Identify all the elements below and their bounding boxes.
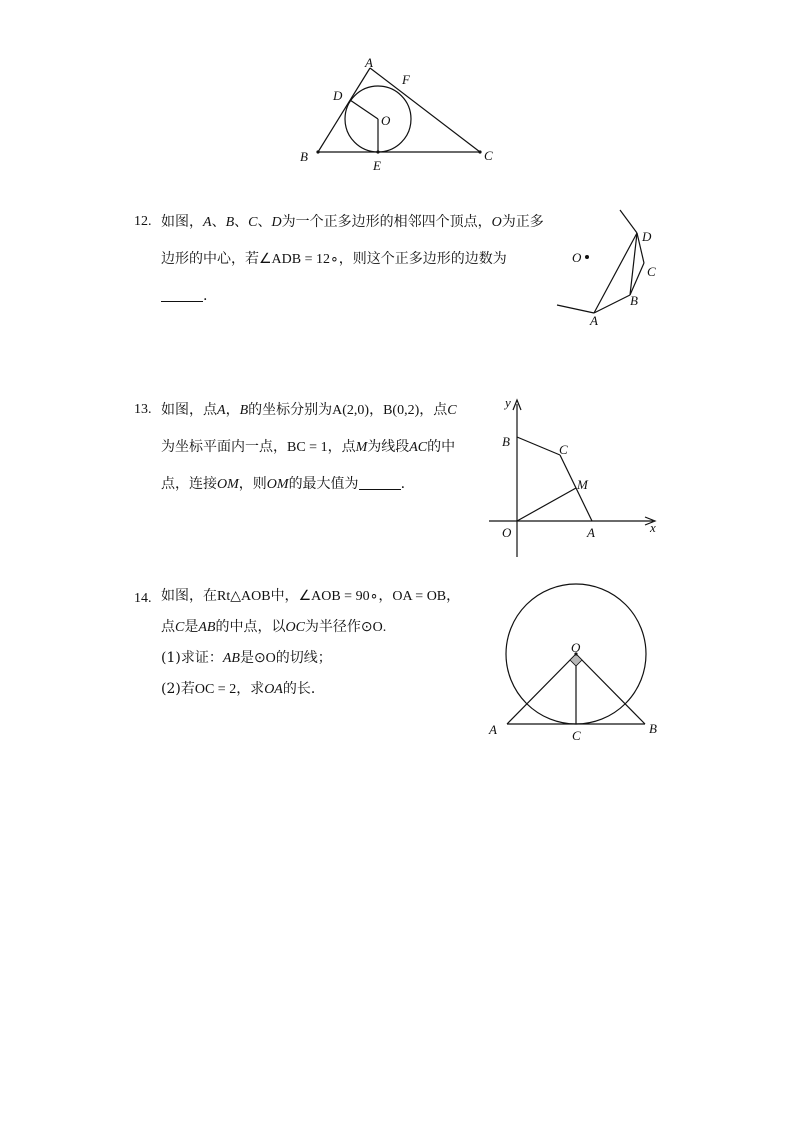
label-O: O	[571, 640, 581, 655]
problem-number: 12.	[134, 214, 152, 229]
problem-12-line-2: 边形的中心，若∠ADB = 12∘，则这个正多边形的边数为	[161, 251, 507, 267]
problem-14-line-2: 点C是AB的中点，以OC为半径作⊙O.	[161, 619, 387, 635]
label-B: B	[502, 434, 510, 449]
incircle-triangle-figure	[290, 55, 510, 180]
answer-blank[interactable]	[359, 475, 401, 490]
label-A: A	[587, 525, 595, 540]
problem-14-line-1: 如图，在Rt△AOB中，∠AOB = 90∘，OA = OB，	[161, 588, 461, 604]
problem-13-line-1: 如图，点A，B的坐标分别为A(2,0)，B(0,2)，点C	[161, 402, 457, 418]
problem-13-line-2: 为坐标平面内一点，BC = 1，点M为线段AC的中	[161, 439, 456, 455]
circle-tangent-figure	[485, 575, 665, 750]
problem-number: 14.	[134, 591, 152, 606]
label-E: E	[373, 158, 381, 173]
problem-14-part-1: (1)求证：AB是⊙O的切线；	[161, 650, 332, 666]
label-C: C	[559, 442, 568, 457]
axis-y-label: y	[505, 395, 511, 410]
axis-x-label: x	[650, 520, 656, 535]
label-B: B	[649, 721, 657, 736]
label-O: O	[572, 250, 582, 265]
label-C: C	[572, 728, 581, 743]
label-M: M	[577, 477, 588, 492]
label-C: C	[484, 148, 493, 163]
label-D: D	[642, 229, 652, 244]
label-B: B	[630, 293, 638, 308]
label-B: B	[300, 149, 308, 164]
label-O: O	[381, 113, 391, 128]
problem-number: 13.	[134, 402, 152, 417]
problem-12-line-1: 如图，A、B、C、D为一个正多边形的相邻四个顶点，O为正多	[161, 214, 544, 230]
coordinate-figure	[485, 390, 665, 565]
label-A: A	[590, 313, 598, 328]
problem-14-part-2: (2)若OC = 2，求OA的长．	[161, 681, 325, 697]
label-A: A	[489, 722, 497, 737]
label-D: D	[333, 88, 343, 103]
answer-blank[interactable]	[161, 287, 203, 302]
polygon-figure	[555, 205, 675, 330]
label-F: F	[402, 72, 410, 87]
problem-13-line-3: 点，连接OM，则OM的最大值为 .	[161, 476, 406, 492]
label-O: O	[502, 525, 512, 540]
label-A: A	[365, 55, 373, 70]
problem-12-line-3: .	[161, 278, 544, 314]
label-C: C	[647, 264, 656, 279]
